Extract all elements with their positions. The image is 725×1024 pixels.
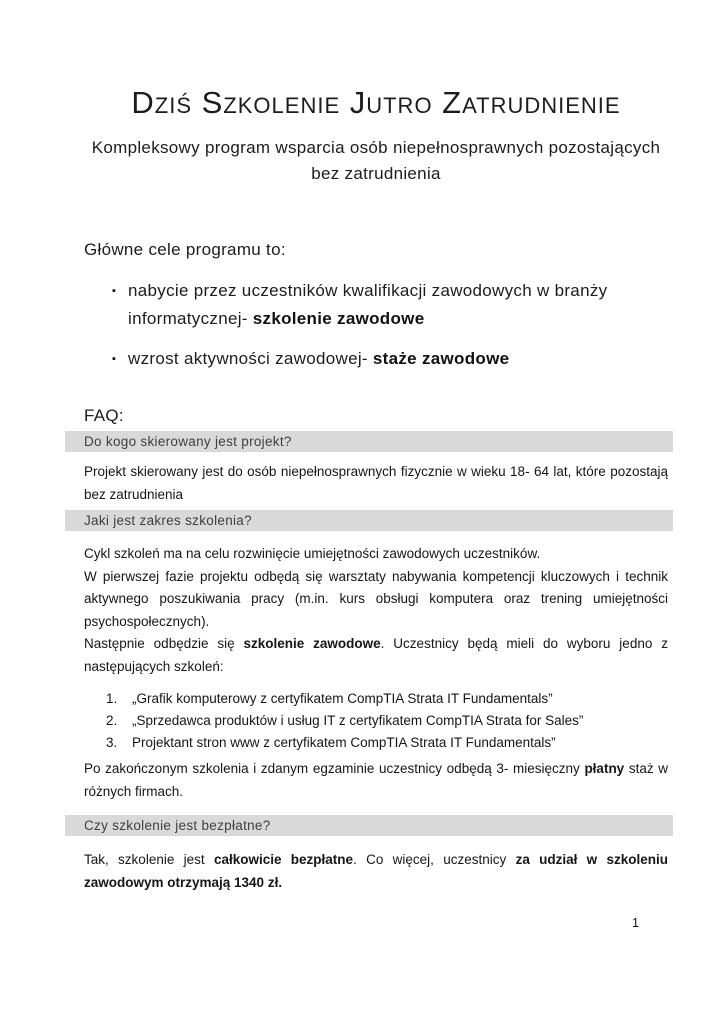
square-bullet-icon: ▪ xyxy=(112,285,117,298)
goals-heading: Główne cele programu to: xyxy=(84,240,286,260)
course-text: „Sprzedawca produktów i usług IT z certyfikatem CompTIA Strata for Sales” xyxy=(132,713,584,729)
goals-list xyxy=(84,277,668,373)
faq-answer-2-paragraph-2: W pierwszej fazie projektu odbędą się warsztaty nabywania kompetencji kluczowych i technik aktywnego poszukiwania pracy (m.in. kurs obsługi komputera oraz trening umiejętności psychospołecznych). xyxy=(84,568,668,629)
square-bullet-icon: ▪ xyxy=(112,353,117,366)
course-list xyxy=(84,688,668,754)
course-text: Projektant stron www z certyfikatem CompTIA Strata IT Fundamentals” xyxy=(132,735,556,751)
faq-question-bar-1: Do kogo skierowany jest projekt? xyxy=(65,431,673,452)
document-subtitle: Kompleksowy program wsparcia osób niepełnosprawnych pozostających bez zatrudnienia xyxy=(91,138,661,184)
faq-answer-3: Tak, szkolenie jest całkowicie bezpłatne. Co więcej, uczestnicy za udział w szkoleniu zawodowym otrzymają 1340 zł. xyxy=(84,852,668,890)
faq-answer-1: Projekt skierowany jest do osób niepełnosprawnych fizycznie w wieku 18- 64 lat, które pozostają bez zatrudnienia xyxy=(84,464,668,502)
course-text: „Grafik komputerowy z certyfikatem CompTIA Strata IT Fundamentals” xyxy=(132,691,553,707)
page-number: 1 xyxy=(632,916,639,930)
list-number: 2. xyxy=(106,713,118,729)
faq-question-bar-2: Jaki jest zakres szkolenia? xyxy=(65,510,673,531)
goal-text: nabycie przez uczestników kwalifikacji zawodowych w branży informatycznej- szkolenie zawodowe xyxy=(128,281,608,329)
faq-answer-2-paragraph-1: Cykl szkoleń ma na celu rozwinięcie umiejętności zawodowych uczestników. xyxy=(84,546,541,562)
faq-answer-2-paragraph-3: Następnie odbędzie się szkolenie zawodowe. Uczestnicy będą mieli do wyboru jedno z następujących szkoleń: xyxy=(84,636,668,674)
list-item xyxy=(84,710,668,732)
faq-question-bar-3: Czy szkolenie jest bezpłatne? xyxy=(65,815,673,836)
goal-text: wzrost aktywności zawodowej- staże zawodowe xyxy=(128,349,510,369)
list-item xyxy=(84,345,668,373)
list-number: 3. xyxy=(106,735,118,751)
list-number: 1. xyxy=(106,691,118,707)
list-item xyxy=(84,277,668,333)
list-item xyxy=(84,688,668,710)
faq-heading: FAQ: xyxy=(84,406,124,426)
document-content xyxy=(84,0,668,894)
document-title: Dziś Szkolenie Jutro Zatrudnienie xyxy=(131,85,621,120)
faq-answer-2-paragraph-4: Po zakończonym szkolenia i zdanym egzaminie uczestnicy odbędą 3- miesięczny płatny staż w różnych firmach. xyxy=(84,761,669,799)
list-item xyxy=(84,732,668,754)
